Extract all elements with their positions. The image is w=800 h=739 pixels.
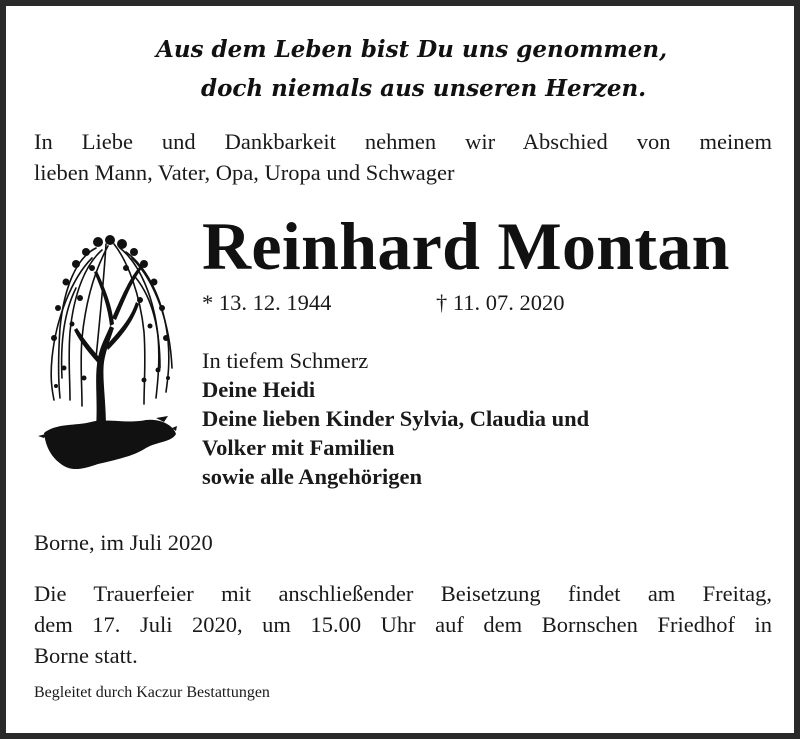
mourners-intro: In tiefem Schmerz: [202, 348, 369, 373]
mourner-line-1: Deine Heidi: [202, 377, 316, 402]
mourner-line-2: Deine lieben Kinder Sylvia, Claudia und: [202, 406, 590, 431]
intro-line-1: In Liebe und Dankbarkeit nehmen wir Abschied von meinem: [34, 129, 772, 154]
funeral-home-credit: Begleitet durch Kaczur Bestattungen: [34, 684, 270, 701]
motto-line-2: doch niemals aus unseren Herzen.: [201, 75, 647, 102]
mourner-line-4: sowie alle Angehörigen: [202, 464, 422, 489]
mourner-line-3: Volker mit Familien: [202, 435, 395, 460]
motto: [6, 30, 794, 108]
birth-date: * 13. 12. 1944: [202, 290, 332, 315]
funeral-notice: [34, 578, 772, 671]
death-date: † 11. 07. 2020: [436, 290, 565, 315]
funeral-line-1: Die Trauerfeier mit anschließender Beisetzung findet am Freitag,: [34, 581, 772, 606]
mourners-block: [202, 346, 589, 491]
motto-line-1: Aus dem Leben bist Du uns genommen,: [156, 36, 668, 63]
funeral-line-2: dem 17. Juli 2020, um 15.00 Uhr auf dem Bornschen Friedhof in: [34, 612, 772, 637]
weeping-willow-icon: [36, 228, 178, 478]
place-date: Borne, im Juli 2020: [34, 530, 213, 555]
funeral-line-3: Borne statt.: [34, 643, 138, 668]
obituary-card: [6, 6, 794, 733]
intro-text: [34, 126, 772, 188]
intro-line-2: lieben Mann, Vater, Opa, Uropa und Schwager: [34, 160, 455, 185]
deceased-name: Reinhard Montan: [202, 208, 730, 284]
